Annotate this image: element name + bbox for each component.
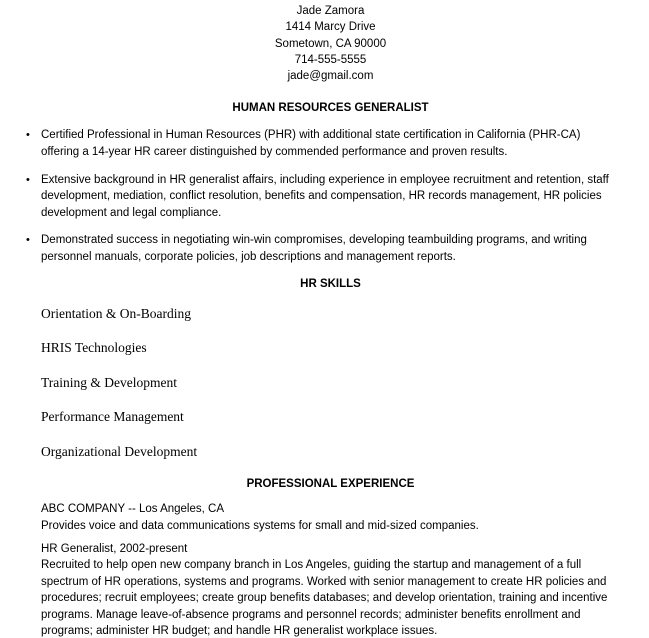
skill-item: Organizational Development <box>41 443 198 459</box>
summary-bullet-text: Certified Professional in Human Resources (PHR) with additional state certification in California (PHR-CA) offering a 14-year HR career distinguished by commended performance and proven results. <box>41 129 581 159</box>
summary-bullet <box>26 232 620 265</box>
summary-bullet <box>26 127 620 160</box>
experience-job-title: HR Generalist, 2002-present <box>41 542 188 555</box>
skill-item: Orientation & On-Boarding <box>41 305 191 321</box>
skills-section-heading: HR SKILLS <box>300 277 361 290</box>
skill-item: Performance Management <box>41 409 184 425</box>
summary-list <box>26 127 620 265</box>
contact-email: jade@gmail.com <box>287 70 374 83</box>
bullet-icon: • <box>26 234 30 247</box>
experience-section-heading: PROFESSIONAL EXPERIENCE <box>246 478 415 491</box>
experience-job-description: Recruited to help open new company branch in Los Angeles, guiding the startup and management of a full spectrum of HR operations, systems and programs. Worked with senior management to create HR policies and procedures; recruit employees; create group benefits databases; and develop orientation, training and incentive programs. Manage leave-of-absence programs and personnel records; administer benefits enrollment and programs; administer HR budget; and handle HR generalist workplace issues. <box>41 559 608 637</box>
summary-bullet <box>26 172 620 222</box>
summary-bullet-text: Demonstrated success in negotiating win-win compromises, developing teambuilding programs, and writing personnel manuals, corporate policies, job descriptions and management reports. <box>41 234 587 264</box>
contact-name: Jade Zamora <box>296 5 365 17</box>
bullet-icon: • <box>26 129 30 142</box>
bullet-icon: • <box>26 173 30 186</box>
contact-header <box>41 3 620 84</box>
skill-item: HRIS Technologies <box>41 340 147 356</box>
contact-street: 1414 Marcy Drive <box>285 21 376 34</box>
document-title: HUMAN RESOURCES GENERALIST <box>232 102 429 115</box>
skill-item: Training & Development <box>41 374 177 390</box>
experience-company-line: ABC COMPANY -- Los Angeles, CA <box>41 503 225 516</box>
experience-job-block <box>41 541 620 638</box>
summary-bullet-text: Extensive background in HR generalist affairs, including experience in employee recruitment and retention, staff development, mediation, conflict resolution, benefits and compensation, HR records management, HR policies development and legal compliance. <box>41 173 609 219</box>
experience-company-description: Provides voice and data communications systems for small and mid-sized companies. <box>41 519 479 532</box>
contact-city-state-zip: Sometown, CA 90000 <box>274 37 387 50</box>
contact-phone: 714-555-5555 <box>294 53 367 66</box>
skills-list <box>41 305 620 461</box>
experience-company-block <box>41 501 620 534</box>
